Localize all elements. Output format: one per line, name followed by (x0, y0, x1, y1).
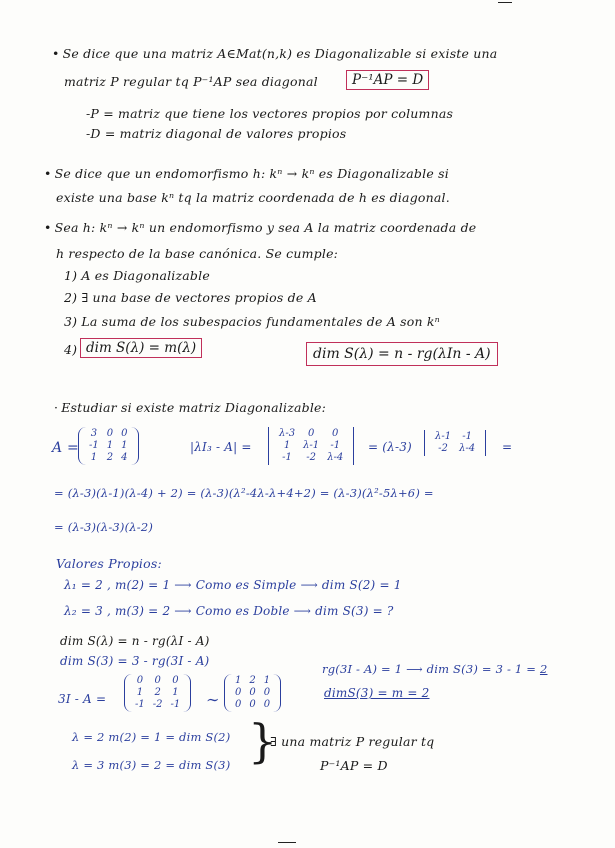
theorem-line-2: h respecto de la base canónica. Se cumple: (56, 246, 339, 261)
matrix-a-cell: -1 (89, 440, 99, 451)
matrix-a-cell: 0 (106, 428, 114, 439)
minor-cell: λ-1 (435, 431, 452, 442)
definition-1-line-1: • Se dice que una matriz A∈Mat(n,k) es Diagonalizable si existe una (52, 46, 498, 61)
determinant-cell: λ-4 (327, 452, 344, 463)
top-rule (498, 2, 512, 3)
row-reduced-cell: 1 (263, 675, 271, 686)
matrix-a (78, 427, 139, 465)
determinant-label: |λI₃ - A| = (190, 440, 252, 454)
matrix-3i-a-cell: 2 (154, 687, 161, 698)
bottom-rule (278, 842, 296, 843)
eigenvalue-2: λ₂ = 3 , m(3) = 2 ⟶ Como es Doble ⟶ dim S(3) = ? (64, 604, 394, 618)
check-lambda-3: λ = 3 m(3) = 2 = dim S(3) (72, 758, 231, 772)
matrix-3i-a-cell: -1 (170, 699, 181, 710)
matrix-a-row (85, 452, 132, 464)
minor-row (431, 443, 479, 455)
rank-line: rg(3I - A) = 1 ⟶ dim S(3) = 3 - 1 = 2 (322, 662, 548, 676)
row-reduced-cell: 0 (249, 687, 256, 698)
matrix-3i-a (124, 674, 191, 712)
theorem-item-2: 2) ∃ una base de vectores propios de A (64, 290, 317, 305)
minor-cell: -2 (438, 443, 448, 454)
minor-matrix (424, 430, 486, 456)
row-reduced-row (231, 675, 274, 687)
determinant-cell: 0 (307, 428, 315, 439)
theorem-item-4-box: dim S(λ) = m(λ) (80, 338, 202, 358)
determinant-matrix (268, 427, 354, 465)
definition-2-line-1: • Se dice que un endomorfismo h: kⁿ → kⁿ es Diagonalizable si (44, 166, 449, 181)
matrix-3i-a-cell: -1 (135, 699, 145, 710)
determinant-cell: -1 (330, 440, 341, 451)
calculation-line-2: = (λ-3)(λ-3)(λ-2) (54, 520, 154, 534)
matrix-a-cell: 1 (90, 452, 98, 463)
matrix-a-cell: 4 (121, 452, 128, 463)
matrix-3i-a-cell: 0 (136, 675, 144, 686)
determinant-end: = (502, 440, 513, 454)
dimension-equals-multiplicity: dimS(3) = m = 2 (324, 686, 430, 700)
matrix-a-cell: 0 (121, 428, 128, 439)
minor-row (431, 431, 479, 443)
matrix-3i-a-cell: 0 (172, 675, 179, 686)
matrix-3i-a-cell: 0 (154, 675, 161, 686)
determinant-cell: -2 (306, 452, 317, 463)
matrix-a-row (85, 428, 132, 440)
theorem-line-1: • Sea h: kⁿ → kⁿ un endomorfismo y sea A la matriz coordenada de (44, 220, 477, 235)
conclusion-line-1: ∃ una matriz P regular tq (270, 734, 435, 749)
matrix-a-cell: 1 (106, 440, 114, 451)
theorem-item-3: 3) La suma de los subespacios fundamentales de A son kⁿ (64, 314, 440, 329)
determinant-cell: 1 (283, 440, 291, 451)
theorem-item-1: 1) A es Diagonalizable (64, 268, 210, 283)
determinant-row (275, 428, 347, 440)
row-reduced-cell: 2 (249, 675, 256, 686)
matrix-a-cell: 1 (121, 440, 128, 451)
row-reduced-cell: 0 (235, 687, 242, 698)
exercise-title: · Estudiar si existe matriz Diagonalizable: (54, 400, 327, 415)
determinant-cell: -1 (282, 452, 292, 463)
rank-result: 2 (539, 662, 548, 676)
definition-1-p: -P = matriz que tiene los vectores propios por columnas (86, 106, 454, 121)
determinant-row (275, 452, 347, 464)
definition-1-box: P⁻¹AP = D (346, 70, 429, 90)
matrix-a-row (85, 440, 132, 452)
row-reduced-matrix (224, 674, 281, 712)
row-reduced-cell: 1 (235, 675, 242, 686)
conclusion-line-2: P⁻¹AP = D (320, 758, 388, 773)
row-reduced-cell: 0 (263, 699, 271, 710)
dimension-formula: dim S(λ) = n - rg(λI - A) (60, 634, 210, 648)
minor-cell: -1 (462, 431, 473, 442)
matrix-3i-a-row (131, 699, 184, 711)
row-reduced-cell: 0 (235, 699, 242, 710)
calculation-line-1: = (λ-3)(λ-1)(λ-4) + 2) = (λ-3)(λ²-4λ-λ+4+2) = (λ-3)(λ²-5λ+6) = (54, 486, 434, 500)
theorem-item-4-label: 4) (64, 342, 78, 357)
dimension-formula-box: dim S(λ) = n - rg(λIn - A) (306, 342, 498, 366)
check-lambda-2: λ = 2 m(2) = 1 = dim S(2) (72, 730, 231, 744)
row-reduced-row (231, 699, 274, 711)
matrix-3i-a-row (131, 687, 184, 699)
determinant-expansion: = (λ-3) (368, 440, 412, 454)
matrix-3i-a-cell: 1 (136, 687, 144, 698)
matrix-3i-a-label: 3I - A = (58, 692, 107, 706)
determinant-row (275, 440, 347, 452)
row-reduced-cell: 0 (249, 699, 256, 710)
determinant-cell: 0 (332, 428, 339, 439)
eigenvalue-1: λ₁ = 2 , m(2) = 1 ⟶ Como es Simple ⟶ dim S(2) = 1 (64, 578, 402, 592)
similar-symbol: ∼ (206, 690, 220, 709)
right-brace: } (248, 714, 278, 768)
matrix-a-cell: 2 (106, 452, 114, 463)
dimension-s3: dim S(3) = 3 - rg(3I - A) (60, 654, 210, 668)
determinant-cell: λ-1 (303, 440, 320, 451)
definition-2-line-2: existe una base kⁿ tq la matriz coordenada de h es diagonal. (56, 190, 450, 205)
eigenvalues-title: Valores Propios: (56, 556, 162, 571)
matrix-3i-a-cell: 1 (172, 687, 179, 698)
definition-1-line-2: matriz P regular tq P⁻¹AP sea diagonal (64, 74, 318, 89)
matrix-a-label: A = (52, 440, 79, 456)
determinant-cell: λ-3 (279, 428, 296, 439)
row-reduced-cell: 0 (263, 687, 271, 698)
definition-1-d: -D = matriz diagonal de valores propios (86, 126, 347, 141)
row-reduced-row (231, 687, 274, 699)
matrix-3i-a-cell: -2 (152, 699, 163, 710)
matrix-a-cell: 3 (90, 428, 98, 439)
matrix-3i-a-row (131, 675, 184, 687)
minor-cell: λ-4 (459, 443, 476, 454)
